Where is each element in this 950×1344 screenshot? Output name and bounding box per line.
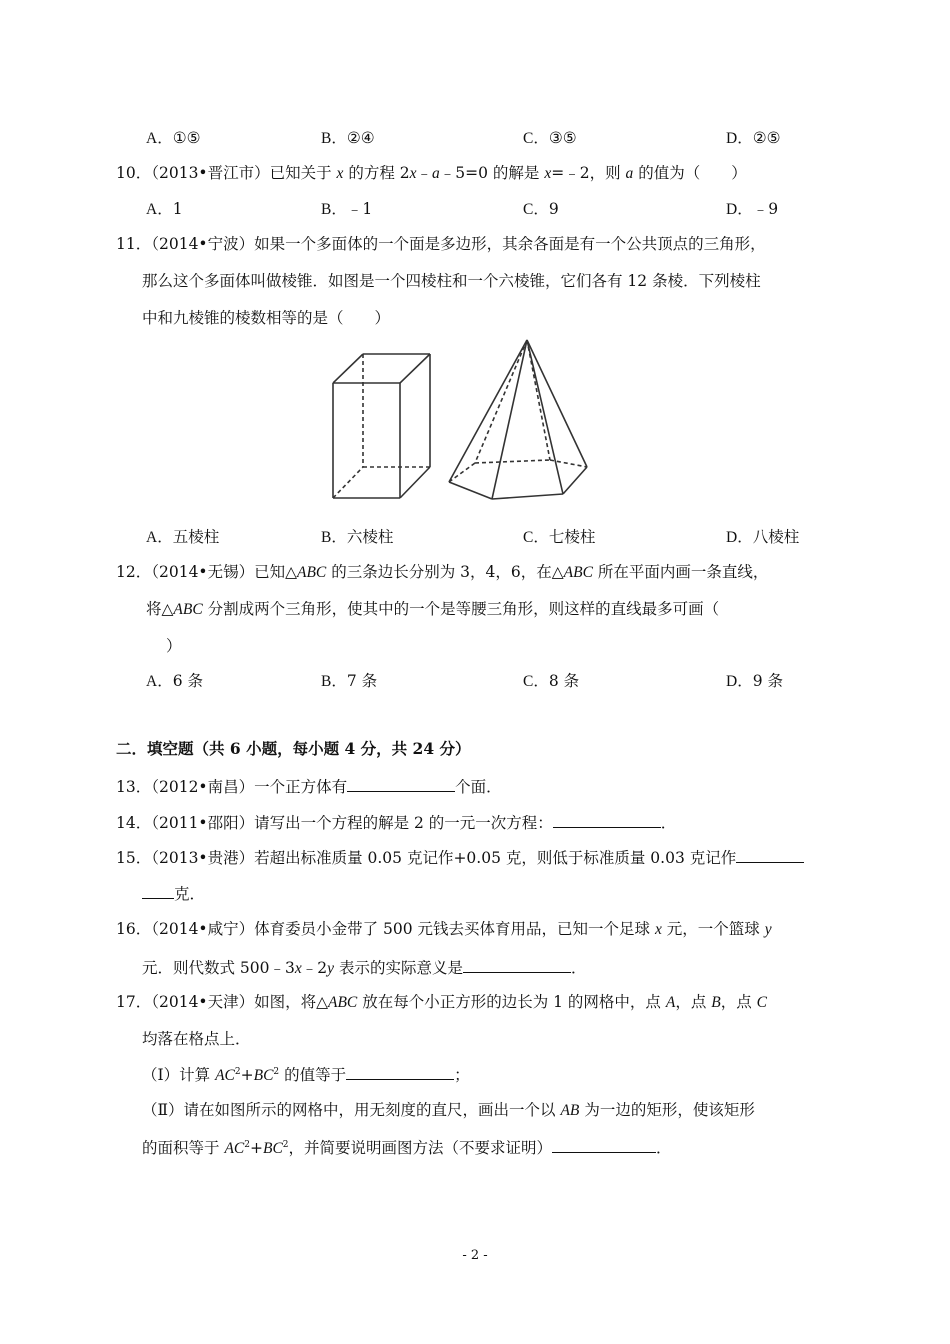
q9-option-a: A．①⑤ [146, 129, 201, 147]
q16-stem-line1: 16．（2014•咸宁）体育委员小金带了 500 元钱去买体育用品，已知一个足球 x 元，一个篮球 y [116, 920, 772, 938]
quadrangular-prism-figure [333, 354, 430, 498]
q11-stem-line3: 中和九棱锥的棱数相等的是（ ） [142, 309, 391, 327]
q11-option-b: B．六棱柱 [321, 528, 394, 546]
q17-part2-answer-blank[interactable] [552, 1136, 656, 1153]
q13-answer-blank[interactable] [347, 775, 455, 792]
q9-option-c: C．③⑤ [523, 129, 577, 147]
section2-title: 二．填空题（共 6 小题，每小题 4 分，共 24 分） [116, 739, 471, 758]
q12-option-b: B．7 条 [321, 672, 378, 690]
q15-stem-line1: 15．（2013•贵港）若超出标准质量 0.05 克记作+0.05 克，则低于标准质量 0.03 克记作 [116, 846, 804, 868]
q14-stem: 14．（2011•邵阳）请写出一个方程的解是 2 的一元一次方程： ． [116, 811, 676, 833]
q11-stem-line1: 11．（2014•宁波）如果一个多面体的一个面是多边形，其余各面是有一个公共顶点的三角形， [116, 235, 766, 253]
q11-option-c: C．七棱柱 [523, 528, 596, 546]
q12-stem-line1: 12．（2014•无锡）已知△ABC 的三条边长分别为 3，4，6，在△ABC 所在平面内画一条直线， [116, 563, 769, 581]
q12-option-c: C．8 条 [523, 672, 580, 690]
q17-stem-line2: 均落在格点上． [142, 1030, 251, 1048]
q9-option-b: B．②④ [321, 129, 375, 147]
q13-stem: 13．（2012•南昌）一个正方体有 个面． [116, 775, 502, 797]
q10-option-d: D．﹣9 [726, 200, 779, 218]
q17-part1-answer-blank[interactable] [346, 1063, 454, 1080]
q10-option-b: B．﹣1 [321, 200, 373, 218]
q12-option-d: D．9 条 [726, 672, 783, 690]
q14-answer-blank[interactable] [553, 811, 661, 828]
hexagonal-pyramid-figure [449, 340, 587, 499]
q11-stem-line2: 那么这个多面体叫做棱锥．如图是一个四棱柱和一个六棱锥，它们各有 12 条棱．下列棱柱 [142, 272, 761, 290]
page-number: - 2 - [462, 1248, 488, 1263]
q10-stem: 10．（2013•晋江市）已知关于 x 的方程 2x﹣a﹣5=0 的解是 x=﹣2，则 a 的值为（ ） [116, 164, 747, 182]
q10-option-a: A．1 [146, 200, 183, 218]
q12-option-a: A．6 条 [146, 672, 203, 690]
q9-option-d: D．②⑤ [726, 129, 781, 147]
q15-answer-blank-part2[interactable] [142, 882, 174, 899]
q17-stem-line1: 17．（2014•天津）如图，将△ABC 放在每个小正方形的边长为 1 的网格中，点 A，点 B，点 C [116, 993, 768, 1011]
q16-answer-blank[interactable] [463, 956, 571, 973]
q12-stem-line3: ） [166, 637, 182, 655]
q15-answer-blank-part1[interactable] [736, 846, 804, 863]
q17-part2-line2: 的面积等于 $AC^2+BC^2$，并简要说明画图方法（不要求证明） ． [142, 1136, 672, 1159]
q17-part2-line1: （Ⅱ）请在如图所示的网格中，用无刻度的直尺，画出一个以 AB 为一边的矩形，使该矩形 [142, 1101, 755, 1119]
q16-stem-line2: 元．则代数式 500﹣3x﹣2y 表示的实际意义是 ． [142, 956, 586, 979]
q10-option-c: C．9 [523, 200, 559, 218]
q15-stem-line2: 克． [142, 882, 205, 904]
q12-stem-line2: 将△ABC 分割成两个三角形，使其中的一个是等腰三角形，则这样的直线最多可画（ [146, 600, 720, 618]
q11-option-d: D．八棱柱 [726, 528, 800, 546]
q11-option-a: A．五棱柱 [146, 528, 220, 546]
q17-part1: （Ⅰ）计算 $AC^2+BC^2$ 的值等于 ； [142, 1063, 470, 1086]
